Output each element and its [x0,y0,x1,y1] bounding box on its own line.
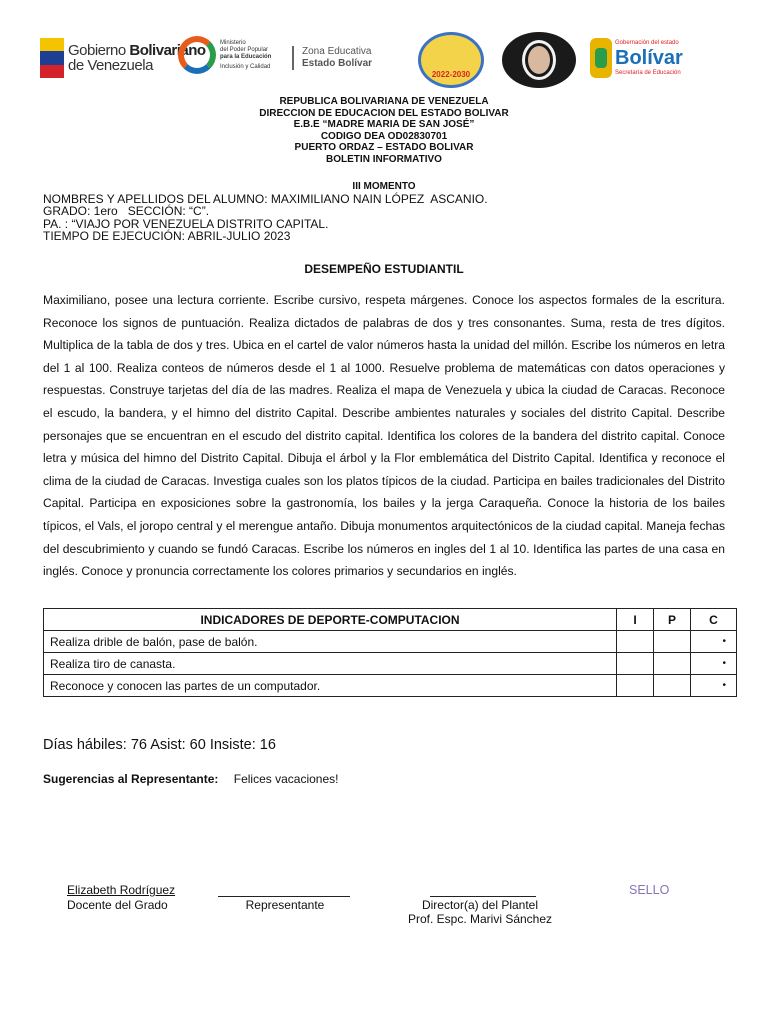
indicator-c-mark: • [691,653,737,675]
de-venezuela-text: de Venezuela [68,57,153,74]
director-name: Prof. Espc. Marivi Sánchez [407,912,553,926]
teacher-name: Elizabeth Rodríguez [67,883,176,897]
header-line: PUERTO ORDAZ – ESTADO BOLIVAR [294,142,474,154]
ministerio-line: del Poder Popular [220,46,269,53]
header-line: E.B.E “MADRE MARIA DE SAN JOSÉ” [293,119,475,131]
student-grade: GRADO: 1ero SECCIÓN: “C”. [43,204,210,219]
col-i-header: I [617,609,654,631]
director-signature [398,883,562,927]
table-row [44,675,737,697]
ministerio-line: Inclusión y Calidad [220,63,271,70]
col-c-header: C [691,609,737,631]
header-line: CODIGO DEA OD02830701 [320,130,448,142]
teacher-signature [67,883,175,912]
header-line: DIRECCION DE EDUCACION DEL ESTADO BOLIVAR [259,107,509,119]
suggestions-label: Sugerencias al Representante: [43,772,219,786]
gobierno-text: Gobierno [68,42,126,59]
header-line: BOLETIN INFORMATIVO [326,153,442,165]
signature-line [218,896,350,897]
desempeno-paragraph: Maximiliano, posee una lectura corriente. Escribe cursivo, respeta márgenes. Conoce los aspectos formales de la escritura. Reconoce los signos de puntuación. Realiza dictados de palabras de dos y tres consonantes. Suma, resta de tres dígitos. Multiplica de la tabla de dos y tres. Ubica en el cartel de valor números hasta la unidad del millón. Escribe los números en letra del 1 al 100. Realiza conteos de números desde el 1 al 1000. Resuelve problema de matemáticas con datos operaciones y respuestas. Construye tarjetas del día de las madres. Realiza el mapa de Venezuela y ubica la ciudad de Caracas. Reconoce el escudo, la bandera, y el himno del distrito Capital. Describe ambientes naturales y sociales del distrito Capital. Describe personajes que se encuentran en el escudo del distrito capital. Identifica los colores de la bandera del distrito capital. Conoce letra y música del himno del Distrito Capital. Dibuja el árbol y la Flor emblemática del Distrito Capital. Identifica y reconoce el clima de la ciudad de Caracas. Investiga cuales son los platos típicos de la ciudad. Participa en bailes tradicionales del Distrito Capital. Participa en exposiciones sobre la gastronomía, los bailes y la jerga Caraqueña. Conoce la historia de los bailes típicos, el Vals, el joropo central y el merengue antaño. Dibuja monumentos arquitectónicos de la ciudad capital. Maneja fechas del descubrimiento y cuando se fundó Caracas. Escribe los números en ingles del 1 al 10. Identifica las partes de una casa en inglés. Conoce y pronuncia correctamente los colores primarios y secundarios en inglés. [43,293,725,579]
signature-line [430,896,536,897]
director-role: Director(a) del Plantel [421,897,539,912]
zona-educativa-logo [292,46,372,70]
section-title: DESEMPEÑO ESTUDIANTIL [304,262,464,276]
ministerio-educacion-logo [178,36,271,74]
teacher-role: Docente del Grado [67,897,168,912]
ministerio-line: para la Educación [220,53,272,60]
indicator-c-mark: • [691,631,737,653]
bolivariano-text: Bolivariano [129,42,206,59]
table-row [44,631,737,653]
bolivar-emblem-icon [590,38,612,78]
logos-header [40,32,740,88]
ministerio-line: Ministerio [220,39,246,46]
indicator-p [654,675,691,697]
indicator-i [617,653,654,675]
indicadores-table [43,608,737,697]
madre-maria-portrait [502,32,576,88]
indicator-i [617,675,654,697]
student-pa: PA. : “VIAJO POR VENEZUELA DISTRITO CAPITAL. [43,216,329,231]
indicator-i [617,631,654,653]
indicator-p [654,631,691,653]
header-line: REPUBLICA BOLIVARIANA DE VENEZUELA [279,96,489,107]
indicadores-header: INDICADORES DE DEPORTE-COMPUTACION [44,609,617,631]
ministerio-ring-icon [178,36,216,74]
circle-badge-logo [418,32,484,88]
attendance-summary: Días hábiles: 76 Asist: 60 Insiste: 16 [43,737,276,753]
bolivar-sub-text: Secretaría de Educación [615,70,681,76]
momento-label: III MOMENTO [352,181,416,192]
indicator-text: Reconoce y conocen las partes de un computador. [44,675,617,697]
student-info [43,193,488,243]
bolivar-logo [590,38,683,78]
zona-line1: Zona Educativa [302,46,372,57]
suggestions-text: Felices vacaciones! [233,772,339,786]
indicator-c-mark: • [691,675,737,697]
representative-role: Representante [245,897,325,912]
venezuela-flag-icon [40,38,64,78]
student-period: TIEMPO DE EJECUCIÓN: ABRIL-JULIO 2023 [43,229,291,244]
bolivar-small-text: Gobernación del estado [615,40,679,46]
indicator-p [654,653,691,675]
zona-line2: Estado Bolívar [302,58,373,69]
student-name: NOMBRES Y APELLIDOS DEL ALUMNO: MAXIMILIANO NAIN LÓPEZ ASCANIO. [43,192,488,206]
bolivar-big-text: Bolívar [615,47,683,69]
suggestions [43,772,338,786]
indicator-text: Realiza tiro de canasta. [44,653,617,675]
indicator-text: Realiza drible de balón, pase de balón. [44,631,617,653]
seal-placeholder: SELLO [629,883,670,897]
badge-year-text: 2022-2030 [431,70,471,79]
col-p-header: P [654,609,691,631]
document-header [0,96,768,166]
representative-signature [218,883,352,912]
table-header-row [44,609,737,631]
table-row [44,653,737,675]
